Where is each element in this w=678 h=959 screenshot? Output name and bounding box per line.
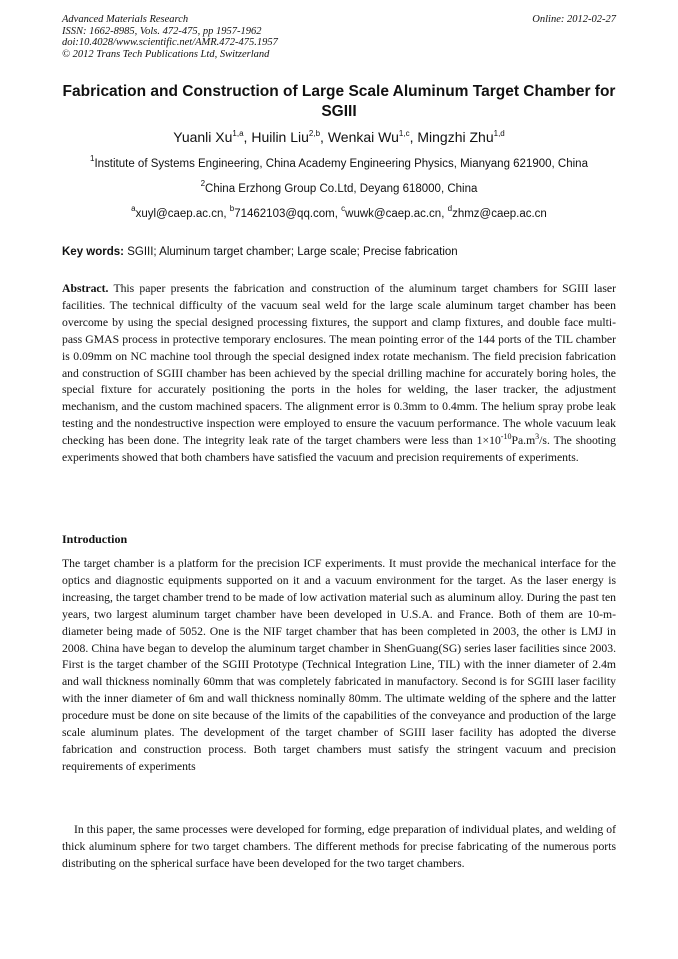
keywords — [62, 245, 616, 259]
abstract-unit: Pa.m — [511, 434, 536, 448]
journal-name: Advanced Materials Research — [62, 14, 189, 25]
journal-doi: doi:10.4028/www.scientific.net/AMR.472-475.1957 — [62, 37, 278, 48]
journal-copyright: © 2012 Trans Tech Publications Ltd, Switzerland — [62, 48, 270, 60]
journal-info — [62, 14, 278, 60]
email-link[interactable]: wuwk@caep.ac.cn — [345, 208, 442, 220]
author-superscript: 1,a — [232, 129, 244, 138]
journal-issn: ISSN: 1662-8985, Vols. 472-475, pp 1957-1962 — [62, 25, 262, 37]
abstract-exponent: 3 — [535, 432, 540, 442]
author-emails: $^a$xuyl@caep.ac.cn, $^b$71462103@qq.com, $^c$wuwk@caep.ac.cn, $^d$zhmz@caep.ac.cn — [131, 204, 547, 220]
email-superscript: a — [131, 204, 136, 213]
affiliation — [62, 179, 616, 196]
author-name: Yuanli Xu — [173, 129, 233, 145]
abstract-label: Abstract. — [62, 282, 109, 295]
affiliation-superscript: 2 — [200, 179, 206, 188]
paragraph: The target chamber is a platform for the precision ICF experiments. It must provide the mechanical interface for the optics and diagnostic equipments supported on it and a vacuum environment for the target. As the laser energy is increasing, the target chamber trend to be made of low activation material such as aluminum alloy. During the past ten years, two largest aluminum target chamber have been developed in U.S.A. and France. Both of them are 10-m-diameter being made of 5052. One is the NIF target chamber that has been completed in 2003, the other is LMJ in 2008. China have began to develop the aluminum target chamber in ShenGuang(SG) series laser facilities since 2003. First is the target chamber of the SGIII Prototype (Technical Integration Line, TIL) with the inner diameter of 2.4m and wall thickness nominally 60mm that was completely fabricated in manufactory. Second is for SGIII laser facility with the inner diameter of 6m and wall thickness nominally 80mm. The ultimate welding of the sphere and the latter procedure must be done on site because of the limits of the capabilities of the conveyance and production of the large scale aluminum plates. The development of the target chamber of SGIII laser facility has adopted the diverse fabrication and construction process. Both target chambers must satisfy the stringent vacuum and precision requirements of experiments — [62, 557, 616, 773]
author-superscript: 2,b — [308, 129, 321, 138]
affiliation-text: China Erzhong Group Co.Ltd, Deyang 618000, China — [205, 183, 478, 195]
author-superscript: 1,d — [493, 129, 505, 138]
author-name: Wenkai Wu — [327, 129, 399, 145]
abstract-text-end: /s. The shooting experiments showed that both chambers have satisfied the vacuum and precision requirements of experiments. — [62, 434, 616, 465]
author-superscript: 1,c — [398, 129, 410, 138]
author-name: Mingzhi Zhu — [417, 129, 494, 145]
affiliation — [62, 154, 616, 171]
email-link[interactable]: 71462103@qq.com — [234, 208, 335, 220]
online-date: Online: 2012-02-27 — [532, 14, 616, 25]
paper-title: Fabrication and Construction of Large Scale Aluminum Target Chamber for SGIII — [62, 83, 616, 120]
email-link[interactable]: zhmz@caep.ac.cn — [452, 208, 547, 220]
abstract-text: This paper presents the fabrication and construction of the aluminum target chambers for SGIII laser facilities. The technical difficulty of the vacuum seal weld for the large scale aluminum target chamber has been overcome by using the special designed processing fixtures, the support and clamp fixtures, and double face multi-pass GMAS process in protective temporary enclosures. The mean pointing error of the 144 ports of the TIL chamber is 0.09mm on NC machine tool through the special designed index rotate mechanism. The field precision fabrication and construction of SGIII chamber has been achieved by the special drilling machine for accurately boring holes, the special fixture for accurately positioning the ports in the holes for welding, the laser tracker, the adjustment mechanism, and the custom machined spacers. The alignment error is 0.3mm to 0.4mm. The helium spray probe leak testing and the nondestructive inspection were employed to ensure the vacuum performance. The whole vacuum leak checking has been done. The integrity leak rate of the target chambers were less than 1×10 — [62, 282, 616, 448]
abstract-exponent: -10 — [500, 432, 512, 442]
abstract — [62, 281, 616, 467]
paragraph: In this paper, the same processes were developed for forming, edge preparation of individual plates, and welding of thick aluminum sphere for two target chambers. The different methods for precise fabricating of the numerous ports distributing on the spherical surface have been developed for the two target chambers. — [62, 823, 616, 870]
keywords-label: Key words: — [62, 246, 124, 258]
email-link[interactable]: xuyl@caep.ac.cn — [135, 208, 224, 220]
affiliation-superscript: 1 — [90, 154, 95, 163]
email-superscript: b — [229, 204, 235, 213]
author-name: Huilin Liu — [251, 129, 309, 145]
author-list: Yuanli Xu$^{1,a}$, Huilin Liu$^{2,b}$, Wenkai Wu$^{1,c}$, Mingzhi Zhu$^{1,d}$ — [173, 129, 505, 145]
affiliation-text: Institute of Systems Engineering, China Academy Engineering Physics, Mianyang 621900, China — [94, 158, 588, 170]
email-superscript: c — [341, 204, 346, 213]
email-superscript: d — [447, 204, 453, 213]
section-heading: Introduction — [62, 532, 128, 546]
keywords-text: SGIII; Aluminum target chamber; Large scale; Precise fabrication — [127, 246, 458, 258]
